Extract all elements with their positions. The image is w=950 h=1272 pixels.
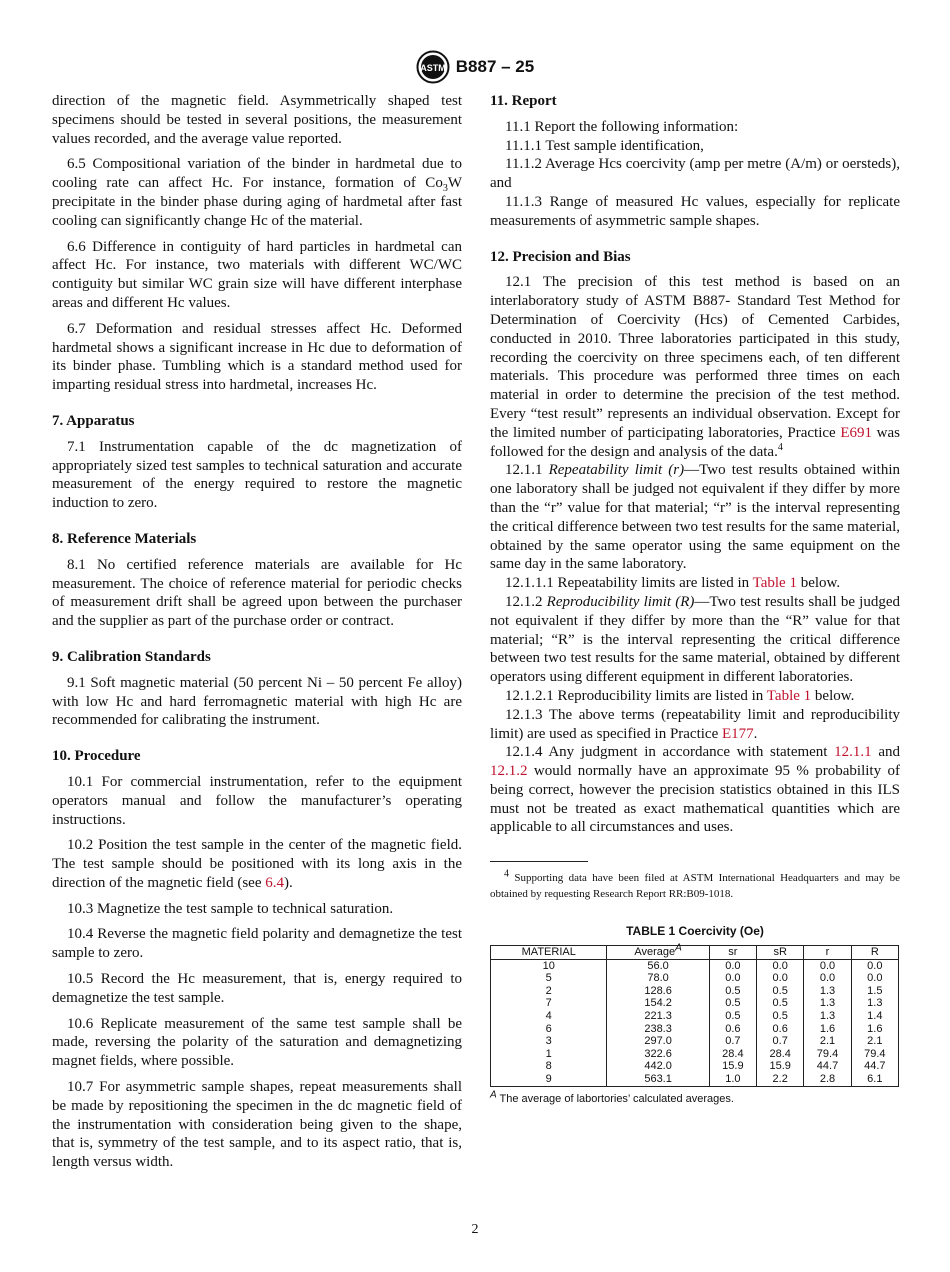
paragraph-12-1: 12.1 The precision of this test method is based on an interlaboratory study of ASTM B887- Standard Test Method for Determination of Coercivity (Hcs) of Cemented Carbides, conducted in 2010. Three laboratories participated in this study, recording the coercivity on three specimens each, of ten different materials. This procedure was performed three times on each material in order to determine the precision of the test method. Every “test result” represents an individual observation. Except for the limited number of participating laboratories, Practice E691 was followed for the design and analysis of the data.$^4$ [490, 274, 900, 460]
page-number: 2 [471, 1222, 479, 1237]
table-cell: 1.5 [851, 985, 898, 998]
footnote-ref: 4 [777, 441, 783, 453]
table-row [491, 1060, 899, 1073]
table-footnote: $^A$ The average of labortories’ calculated averages. [490, 1088, 734, 1105]
table-cell: 28.4 [757, 1048, 804, 1061]
paragraph-10-1: 10.1 For commercial instrumentation, refer to the equipment operators manual and follow the manufacturer’s operating instructions. [52, 773, 462, 828]
paragraph-12-1-1-1: 12.1.1.1 Repeatability limits are listed in Table 1 below. [505, 575, 841, 592]
footnote-divider [490, 861, 588, 862]
table-cell: 0.0 [804, 972, 851, 985]
link-e177[interactable]: E177 [722, 725, 754, 742]
table-cell: 0.0 [804, 959, 851, 972]
table-cell: 0.0 [851, 972, 898, 985]
table-cell: 7 [491, 997, 607, 1010]
table-cell: 1.3 [804, 985, 851, 998]
paragraph-11-1-3: 11.1.3 Range of measured Hc values, especially for replicate measurements of asymmetric sample shapes. [490, 193, 900, 229]
table-cell: 563.1 [607, 1073, 709, 1086]
table-cell: 0.5 [757, 997, 804, 1010]
table-title: TABLE 1 Coercivity (Oe) [626, 924, 764, 939]
paragraph-9-1: 9.1 Soft magnetic material (50 percent Ni – 50 percent Fe alloy) with low Hc and hard ferromagnetic material with high Hc are recommended for calibrating the instrument. [52, 674, 462, 729]
column-header: R [851, 946, 898, 960]
table-row [491, 1023, 899, 1036]
table-cell: 2.8 [804, 1073, 851, 1086]
table-cell: 2.2 [757, 1073, 804, 1086]
table-cell: 322.6 [607, 1048, 709, 1061]
table-cell: 0.5 [709, 997, 756, 1010]
paragraph-10-6: 10.6 Replicate measurement of the same test sample shall be made, reversing the polarity of the saturation and demagnetizing magnet fields, where possible. [52, 1015, 462, 1070]
table-cell: 128.6 [607, 985, 709, 998]
paragraph-12-1-3: 12.1.3 The above terms (repeatability limit and reproducibility limit) are used as specified in Practice E177. [490, 706, 900, 742]
table-cell: 0.5 [757, 1010, 804, 1023]
table-cell: 0.5 [709, 1010, 756, 1023]
table-row [491, 1048, 899, 1061]
column-header: sr [709, 946, 756, 960]
table-cell: 2.1 [851, 1035, 898, 1048]
section-heading-11: 11. Report [490, 93, 557, 109]
table-cell: 238.3 [607, 1023, 709, 1036]
table-cell: 6 [491, 1023, 607, 1036]
paragraph-10-7: 10.7 For asymmetric sample shapes, repeat measurements shall be made by repositioning the specimen in the dc magnetic field of the instrumentation with consideration being given to the shape, that is, symmetry of the test sample, and to its aspect ratio, that is, length versus width. [52, 1079, 462, 1171]
table-cell: 1.3 [804, 997, 851, 1010]
table-row [491, 1010, 899, 1023]
table-cell: 3 [491, 1035, 607, 1048]
column-header: Average$^A$ [607, 946, 709, 960]
table-row [491, 959, 899, 972]
table-cell: 5 [491, 972, 607, 985]
table-cell: 1.0 [709, 1073, 756, 1086]
table-cell: 79.4 [851, 1048, 898, 1061]
paragraph-10-2: 10.2 Position the test sample in the center of the magnetic field. The test sample should be positioned with its long axis in the direction of the magnetic field (see 6.4). [52, 837, 462, 891]
table-cell: 6.1 [851, 1073, 898, 1086]
table-header-row [491, 946, 899, 960]
paragraph-12-1-2-1: 12.1.2.1 Reproducibility limits are listed in Table 1 below. [505, 687, 855, 704]
table-cell: 10 [491, 959, 607, 972]
astm-logo-icon [416, 50, 450, 84]
table-cell: 0.5 [709, 985, 756, 998]
table-cell: 8 [491, 1060, 607, 1073]
left-column [52, 92, 462, 1172]
designation: B887 – 25 [455, 57, 535, 76]
table-cell: 442.0 [607, 1060, 709, 1073]
paragraph-11-1-1: 11.1.1 Test sample identification, [505, 137, 704, 154]
link-6-4[interactable]: 6.4 [265, 874, 284, 891]
table-cell: 0.7 [709, 1035, 756, 1048]
right-column [490, 92, 900, 1108]
paragraph-6-5: 6.5 Compositional variation of the binder in hardmetal due to cooling rate can affect Hc. For instance, formation of $Co_3W$ precipitate in the binder phase during aging of hardmetal after fast cooling can significantly change Hc of the material. [52, 156, 462, 229]
table-cell: 154.2 [607, 997, 709, 1010]
table-cell: 0.0 [709, 972, 756, 985]
link-table-1[interactable]: Table 1 [752, 575, 797, 592]
paragraph-11-1-2: 11.1.2 Average Hcs coercivity (amp per metre (A/m) or oersteds), and [490, 156, 900, 192]
paragraph-12-1-1: 12.1.1 Repeatability limit (r)—Two test results obtained within one laboratory shall be judged not equivalent if they differ by more than the “r” value for that material; “r” is the interval representing the critical difference between two test results for the same material, obtained by the same operator using the same equipment on the same day in the same laboratory. [490, 462, 900, 573]
table-cell: 1.6 [804, 1023, 851, 1036]
table-cell: 9 [491, 1073, 607, 1086]
table-cell: 297.0 [607, 1035, 709, 1048]
table-row [491, 1073, 899, 1086]
table-cell: 44.7 [851, 1060, 898, 1073]
section-heading-12: 12. Precision and Bias [490, 248, 631, 265]
table-cell: 79.4 [804, 1048, 851, 1061]
paragraph-11-1: 11.1 Report the following information: [505, 118, 739, 135]
table-cell: 2 [491, 985, 607, 998]
table-cell: 56.0 [607, 959, 709, 972]
link-12-1-2[interactable]: 12.1.2 [490, 763, 528, 780]
paragraph: direction of the magnetic field. Asymmetrically shaped test specimens should be tested in several positions, the measurement values recorded, and the average value reported. [52, 93, 462, 147]
table-cell: 1.3 [851, 997, 898, 1010]
table-row [491, 985, 899, 998]
column-header: sR [757, 946, 804, 960]
table-cell: 78.0 [607, 972, 709, 985]
table-cell: 15.9 [757, 1060, 804, 1073]
paragraph-12-1-2: 12.1.2 Reproducibility limit (R)—Two test results shall be judged not equivalent if they differ by more than the “R” value for that material; “R” is the interval representing the critical difference between two test results for the same material, obtained by different operators using different equipment in different laboratories. [490, 593, 900, 686]
paragraph-12-1-4: 12.1.4 Any judgment in accordance with statement 12.1.1 and 12.1.2 would normally have an approximate 95 % probability of being correct, however the precision statistics obtained in this ILS must not be treated as exact mathematical quantities which are applicable to all circumstances and uses. [490, 744, 900, 836]
section-heading-8: 8. Reference Materials [52, 530, 197, 547]
paragraph-8-1: 8.1 No certified reference materials are available for Hc measurement. The choice of reference material for periodic checks of measurement drift shall be agreed upon between the purchaser and the supplier as part of the purchase order or contract. [52, 556, 462, 630]
paragraph-6-6: 6.6 Difference in contiguity of hard particles in hardmetal can affect Hc. For instance, two materials with different WC/WC contiguity but similar WC grain size will have different interphase areas and different Hc values. [52, 238, 462, 311]
table-row [491, 972, 899, 985]
link-e691[interactable]: E691 [840, 424, 873, 441]
section-heading-10: 10. Procedure [52, 748, 141, 765]
section-heading-7: 7. Apparatus [52, 412, 135, 429]
column-header: MATERIAL [491, 946, 607, 960]
table-cell: 1.4 [851, 1010, 898, 1023]
table-cell: 0.0 [757, 972, 804, 985]
section-heading-9: 9. Calibration Standards [52, 648, 211, 665]
table-cell: 0.0 [757, 959, 804, 972]
table-cell: 44.7 [804, 1060, 851, 1073]
table-cell: 0.7 [757, 1035, 804, 1048]
coercivity-table [490, 942, 899, 1087]
table-cell: 2.1 [804, 1035, 851, 1048]
table-cell: 221.3 [607, 1010, 709, 1023]
svg-text:ASTM: ASTM [420, 63, 446, 73]
paragraph-10-4: 10.4 Reverse the magnetic field polarity and demagnetize the test sample to zero. [52, 926, 462, 962]
table-cell: 1.3 [804, 1010, 851, 1023]
table-row [491, 1035, 899, 1048]
table-cell: 15.9 [709, 1060, 756, 1073]
paragraph-6-7: 6.7 Deformation and residual stresses affect Hc. Deformed hardmetal shows a significant increase in Hc due to deformation of its binder phase. Tumbling which is a standard method used for imparting residual stress into hardmetal, increases Hc. [52, 320, 462, 394]
table-cell: 1.6 [851, 1023, 898, 1036]
table-cell: 1 [491, 1048, 607, 1061]
paragraph-10-5: 10.5 Record the Hc measurement, that is, energy required to demagnetize the test sample. [52, 971, 462, 1006]
paragraph-10-3: 10.3 Magnetize the test sample to technical saturation. [67, 900, 394, 917]
paragraph-7-1: 7.1 Instrumentation capable of the dc magnetization of appropriately sized test samples to technical saturation and accurate measurement of the energy required to restore the magnetic induction to zero. [52, 438, 462, 512]
table-cell: 0.0 [709, 959, 756, 972]
footnote: $^4$ Supporting data have been filed at ASTM International Headquarters and may be obtained by requesting Research Report RR:B09-1018. [490, 868, 900, 901]
table-cell: 4 [491, 1010, 607, 1023]
table-row [491, 997, 899, 1010]
column-header: r [804, 946, 851, 960]
page-header [0, 50, 950, 84]
table-cell: 0.5 [757, 985, 804, 998]
table-cell: 28.4 [709, 1048, 756, 1061]
link-table-1[interactable]: Table 1 [766, 687, 812, 704]
table-cell: 0.6 [757, 1023, 804, 1036]
link-12-1-1[interactable]: 12.1.1 [834, 744, 872, 761]
table-cell: 0.0 [851, 959, 898, 972]
table-cell: 0.6 [709, 1023, 756, 1036]
